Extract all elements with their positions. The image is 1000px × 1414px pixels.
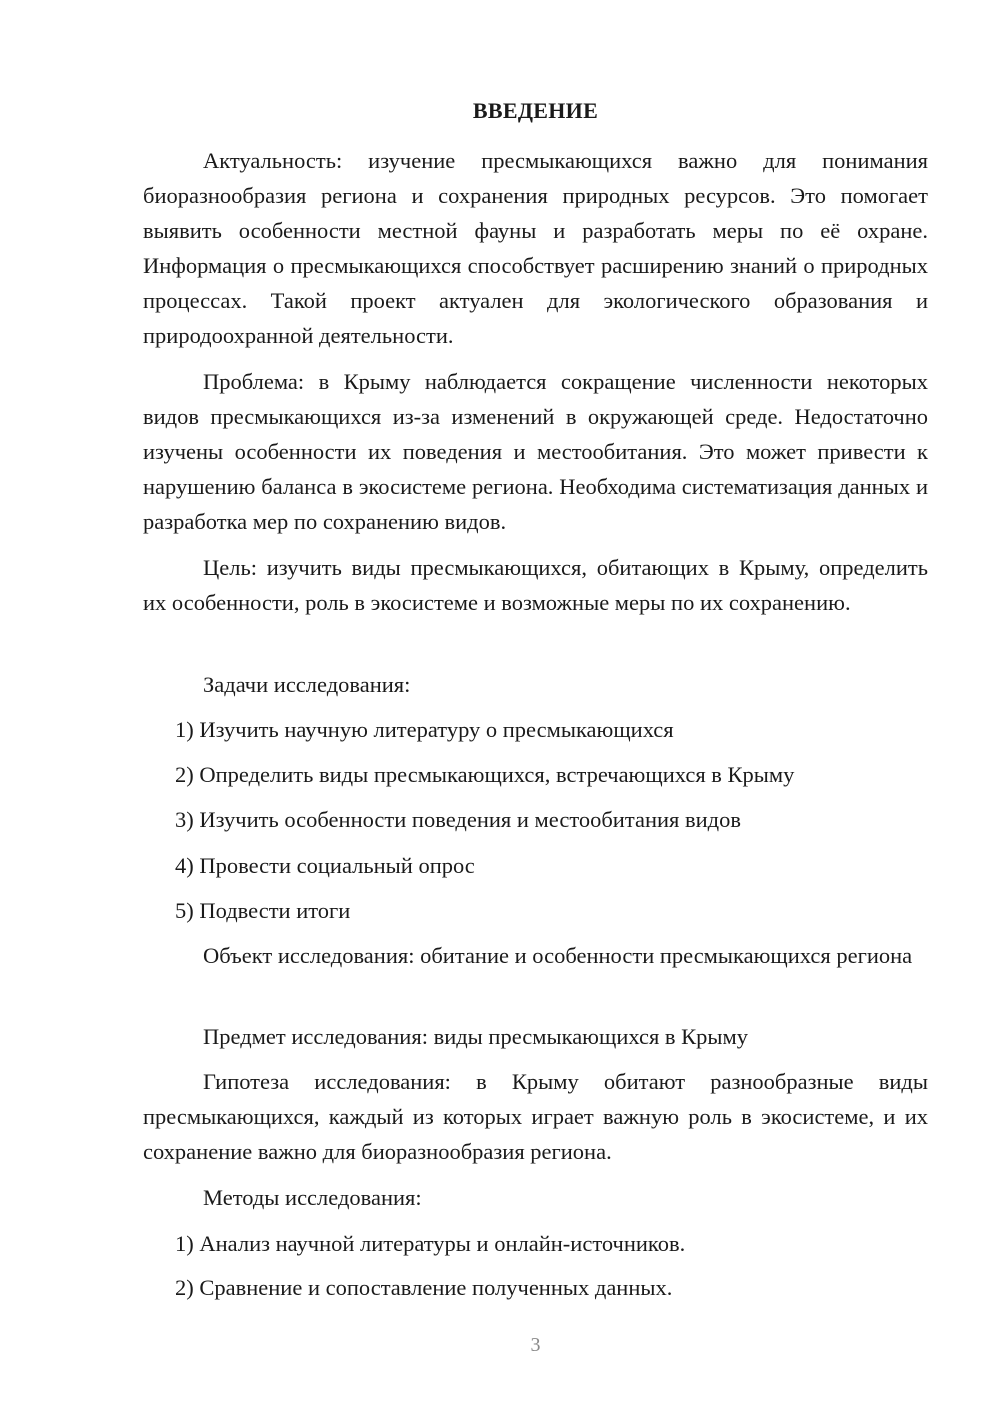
goal-paragraph: Цель: изучить виды пресмыкающихся, обитающих в Крыму, определить их особенности, роль в экосистеме и возможные меры по их сохранению.: [143, 555, 928, 615]
tasks-heading: Задачи исследования:: [203, 672, 411, 697]
page-title: ВВЕДЕНИЕ: [472, 98, 599, 123]
task-item: 5) Подвести итоги: [175, 898, 351, 923]
method-item: 1) Анализ научной литературы и онлайн-источников.: [175, 1231, 686, 1256]
document-page: [143, 0, 928, 1414]
task-item: 4) Провести социальный опрос: [175, 853, 475, 878]
problem-paragraph: Проблема: в Крыму наблюдается сокращение численности некоторых видов пресмыкающихся из-за изменений в окружающей среде. Недостаточно изучены особенности их поведения и местообитания. Это может привести к нарушению баланса в экосистеме региона. Необходима систематизация данных и разработка мер по сохранению видов.: [143, 369, 928, 534]
task-item: 1) Изучить научную литературу о пресмыкающихся: [175, 717, 674, 742]
task-item: 3) Изучить особенности поведения и местообитания видов: [175, 807, 741, 832]
hypothesis-paragraph: Гипотеза исследования: в Крыму обитают разнообразные виды пресмыкающихся, каждый из которых играет важную роль в экосистеме, и их сохранение важно для биоразнообразия региона.: [143, 1069, 928, 1164]
relevance-paragraph: Актуальность: изучение пресмыкающихся важно для понимания биоразнообразия региона и сохранения природных ресурсов. Это помогает выявить особенности местной фауны и разработать меры по её охране. Информация о пресмыкающихся способствует расширению знаний о природных процессах. Такой проект актуален для экологического образования и природоохранной деятельности.: [143, 148, 928, 348]
object-paragraph: Объект исследования: обитание и особенности пресмыкающихся региона: [203, 943, 913, 968]
page-number: 3: [530, 1334, 541, 1356]
task-item: 2) Определить виды пресмыкающихся, встречающихся в Крыму: [175, 762, 795, 787]
subject-paragraph: Предмет исследования: виды пресмыкающихся в Крыму: [203, 1024, 749, 1049]
methods-heading: Методы исследования:: [203, 1185, 422, 1210]
method-item: 2) Сравнение и сопоставление полученных данных.: [175, 1275, 673, 1300]
